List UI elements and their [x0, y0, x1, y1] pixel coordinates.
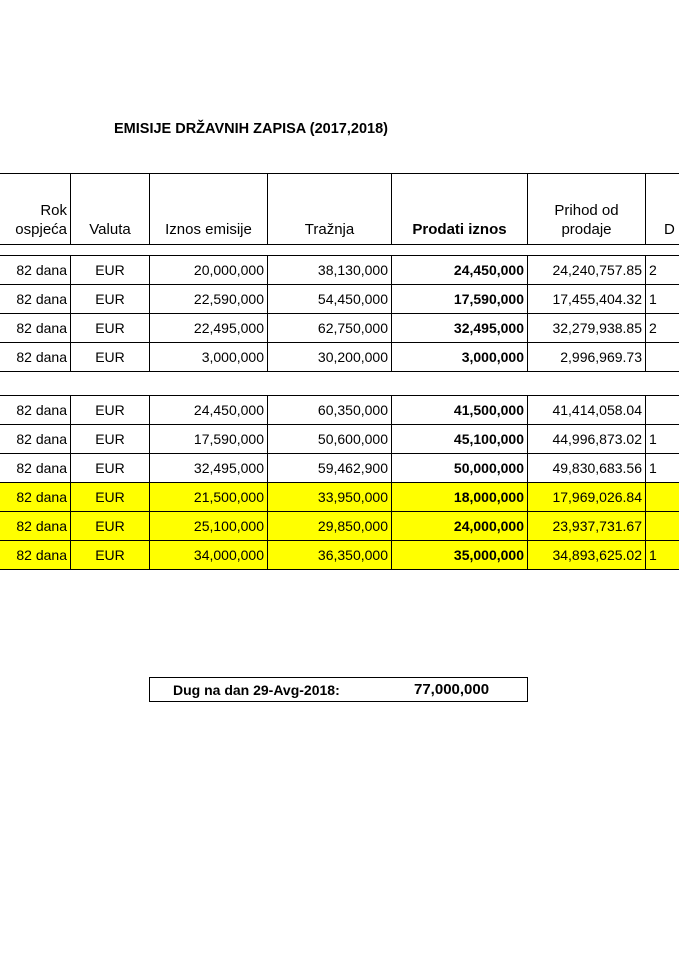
spacer-row	[0, 372, 679, 396]
cell-traznja: 60,350,000	[268, 396, 392, 425]
debt-label: Dug na dan 29-Avg-2018:	[173, 682, 340, 698]
cell-prihod: 32,279,938.85	[528, 314, 646, 343]
cell-prodati-iznos: 3,000,000	[392, 343, 528, 372]
cell-valuta: EUR	[71, 483, 150, 512]
cell-traznja: 62,750,000	[268, 314, 392, 343]
cell-prodati-iznos: 24,000,000	[392, 512, 528, 541]
spacer-row	[0, 245, 679, 256]
cell-prodati-iznos: 24,450,000	[392, 256, 528, 285]
header-last: D	[646, 174, 679, 245]
table-row	[0, 483, 679, 512]
cell-iznos-emisije: 24,450,000	[150, 396, 268, 425]
cell-prihod: 44,996,873.02	[528, 425, 646, 454]
table-row	[0, 285, 679, 314]
cell-prodati-iznos: 32,495,000	[392, 314, 528, 343]
cell-prihod: 24,240,757.85	[528, 256, 646, 285]
cell-prihod: 17,969,026.84	[528, 483, 646, 512]
cell-prihod: 34,893,625.02	[528, 541, 646, 570]
cell-prihod: 2,996,969.73	[528, 343, 646, 372]
cell-prihod: 41,414,058.04	[528, 396, 646, 425]
cell-last: 1	[646, 425, 679, 454]
group-2017	[0, 256, 679, 372]
cell-valuta: EUR	[71, 256, 150, 285]
table-row	[0, 314, 679, 343]
cell-last	[646, 343, 679, 372]
cell-valuta: EUR	[71, 454, 150, 483]
cell-last	[646, 512, 679, 541]
header-valuta: Valuta	[71, 174, 150, 245]
table-row	[0, 454, 679, 483]
cell-prodati-iznos: 35,000,000	[392, 541, 528, 570]
table-row	[0, 541, 679, 570]
cell-traznja: 38,130,000	[268, 256, 392, 285]
table-row	[0, 425, 679, 454]
cell-rok: 82 dana	[0, 256, 71, 285]
cell-traznja: 50,600,000	[268, 425, 392, 454]
document-title: EMISIJE DRŽAVNIH ZAPISA (2017,2018)	[114, 121, 388, 137]
cell-iznos-emisije: 22,590,000	[150, 285, 268, 314]
cell-iznos-emisije: 17,590,000	[150, 425, 268, 454]
cell-iznos-emisije: 3,000,000	[150, 343, 268, 372]
cell-rok: 82 dana	[0, 541, 71, 570]
cell-prihod: 49,830,683.56	[528, 454, 646, 483]
cell-rok: 82 dana	[0, 285, 71, 314]
cell-prodati-iznos: 17,590,000	[392, 285, 528, 314]
cell-valuta: EUR	[71, 425, 150, 454]
header-iznos-emisije: Iznos emisije	[150, 174, 268, 245]
cell-iznos-emisije: 22,495,000	[150, 314, 268, 343]
cell-rok: 82 dana	[0, 343, 71, 372]
header-traznja: Tražnja	[268, 174, 392, 245]
cell-prodati-iznos: 45,100,000	[392, 425, 528, 454]
cell-rok: 82 dana	[0, 454, 71, 483]
group-2018	[0, 396, 679, 570]
header-prodati-iznos: Prodati iznos	[392, 174, 528, 245]
cell-iznos-emisije: 21,500,000	[150, 483, 268, 512]
table-row	[0, 512, 679, 541]
table-header-row	[0, 174, 679, 245]
table-row	[0, 256, 679, 285]
cell-last: 2	[646, 314, 679, 343]
cell-last: 2	[646, 256, 679, 285]
cell-traznja: 59,462,900	[268, 454, 392, 483]
cell-valuta: EUR	[71, 343, 150, 372]
cell-rok: 82 dana	[0, 512, 71, 541]
debt-summary-box	[149, 677, 528, 702]
debt-value: 77,000,000	[414, 681, 490, 698]
cell-last: 1	[646, 285, 679, 314]
cell-traznja: 29,850,000	[268, 512, 392, 541]
cell-traznja: 54,450,000	[268, 285, 392, 314]
treasury-bills-table	[0, 173, 679, 570]
cell-traznja: 33,950,000	[268, 483, 392, 512]
cell-iznos-emisije: 34,000,000	[150, 541, 268, 570]
table-row	[0, 396, 679, 425]
cell-valuta: EUR	[71, 314, 150, 343]
cell-last: 1	[646, 541, 679, 570]
cell-rok: 82 dana	[0, 483, 71, 512]
cell-prihod: 23,937,731.67	[528, 512, 646, 541]
cell-rok: 82 dana	[0, 396, 71, 425]
header-rok: Rok ospjeća	[0, 174, 71, 245]
cell-last	[646, 483, 679, 512]
cell-last: 1	[646, 454, 679, 483]
cell-prodati-iznos: 18,000,000	[392, 483, 528, 512]
cell-valuta: EUR	[71, 396, 150, 425]
cell-iznos-emisije: 25,100,000	[150, 512, 268, 541]
cell-last	[646, 396, 679, 425]
cell-rok: 82 dana	[0, 314, 71, 343]
cell-valuta: EUR	[71, 541, 150, 570]
cell-valuta: EUR	[71, 285, 150, 314]
cell-prihod: 17,455,404.32	[528, 285, 646, 314]
cell-prodati-iznos: 41,500,000	[392, 396, 528, 425]
cell-prodati-iznos: 50,000,000	[392, 454, 528, 483]
cell-iznos-emisije: 32,495,000	[150, 454, 268, 483]
table-row	[0, 343, 679, 372]
cell-rok: 82 dana	[0, 425, 71, 454]
cell-iznos-emisije: 20,000,000	[150, 256, 268, 285]
cell-valuta: EUR	[71, 512, 150, 541]
cell-traznja: 36,350,000	[268, 541, 392, 570]
header-prihod-od-prodaje: Prihod od prodaje	[528, 174, 646, 245]
cell-traznja: 30,200,000	[268, 343, 392, 372]
